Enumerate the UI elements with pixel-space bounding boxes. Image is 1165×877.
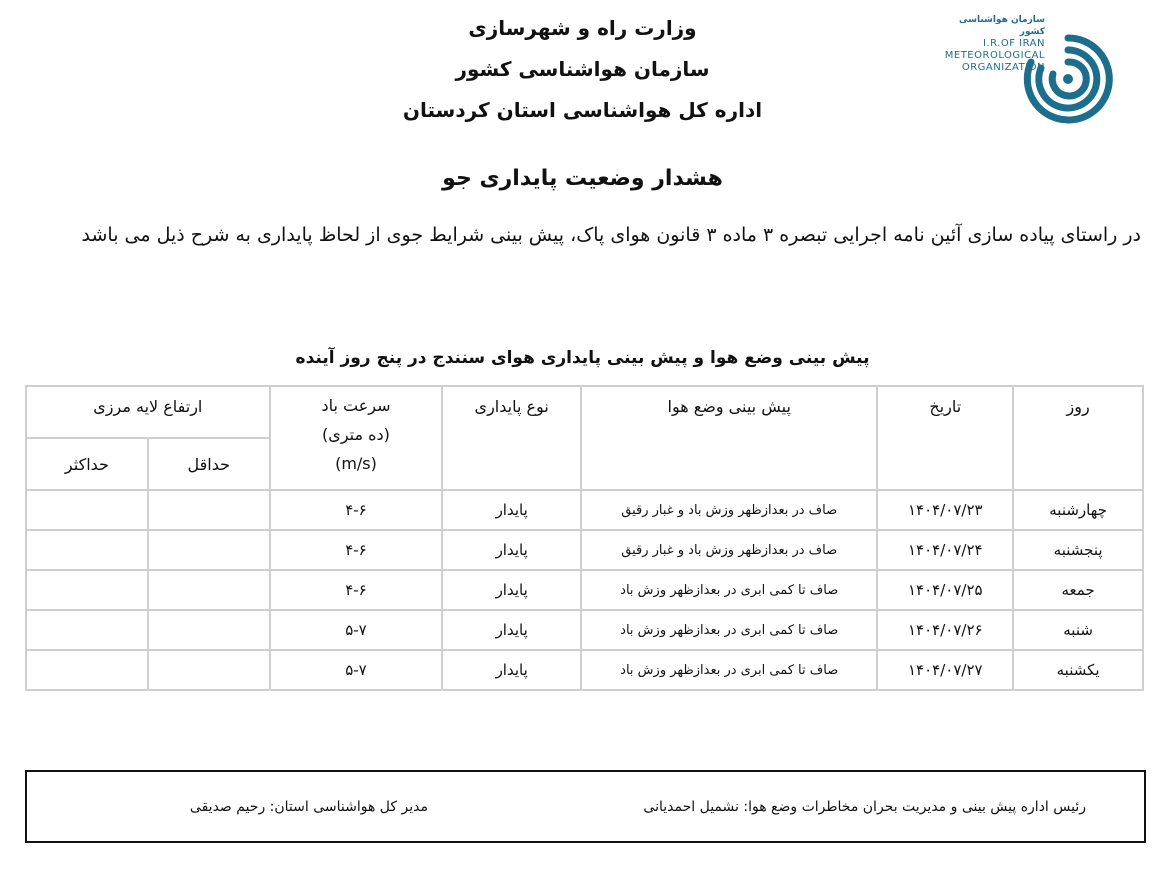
cell-day: جمعه: [1013, 570, 1143, 610]
cell-stability: پایدار: [442, 530, 581, 570]
cell-max: [26, 530, 148, 570]
cell-wind: ۴-۶: [270, 530, 443, 570]
logo-en-line1: I.R.OF IRAN: [982, 38, 1045, 49]
logo-fa-text: سازمان هواشناسی کشور: [958, 15, 1045, 37]
forecast-table: [25, 385, 1144, 691]
header-stability: نوع پایداری: [442, 386, 581, 490]
cell-stability: پایدار: [442, 610, 581, 650]
header-date: تاریخ: [877, 386, 1013, 490]
table-title: پیش بینی وضع هوا و پیش بینی پایداری هوای سنندج در پنج روز آینده: [295, 348, 870, 368]
cell-min: [148, 490, 270, 530]
header-forecast: پیش بینی وضع هوا: [581, 386, 877, 490]
table-header-row: [26, 386, 1143, 438]
cell-forecast: صاف تا کمی ابری در بعدازظهر وزش باد: [581, 610, 877, 650]
header-max: حداکثر: [26, 438, 148, 490]
header-wind-line2: (ده متری): [322, 425, 390, 444]
header-boundary-layer: ارتفاع لایه مرزی: [26, 386, 270, 438]
cell-day: شنبه: [1013, 610, 1143, 650]
document-title: هشدار وضعیت پایداری جو: [442, 166, 723, 191]
cell-wind: ۴-۶: [270, 490, 443, 530]
cell-date: ۱۴۰۴/۰۷/۲۵: [877, 570, 1013, 610]
cell-date: ۱۴۰۴/۰۷/۲۶: [877, 610, 1013, 650]
director-signature: [190, 799, 428, 815]
cell-wind: ۵-۷: [270, 650, 443, 690]
cell-day: پنجشنبه: [1013, 530, 1143, 570]
header-wind-line1: سرعت باد: [321, 396, 391, 415]
cell-stability: پایدار: [442, 570, 581, 610]
intro-paragraph: در راستای پیاده سازی آئین نامه اجرایی تبصره ۳ ماده ۳ قانون هوای پاک، پیش بینی شرایط جوی از لحاظ پایداری به شرح ذیل می باشد: [81, 224, 1141, 246]
cell-min: [148, 610, 270, 650]
cell-min: [148, 530, 270, 570]
director-name: رحیم صدیقی: [189, 799, 266, 815]
header-wind-speed: [270, 386, 443, 490]
table-row: [26, 530, 1143, 570]
cell-wind: ۵-۷: [270, 610, 443, 650]
logo-en-line3: ORGANIZATION: [961, 62, 1045, 73]
cell-date: ۱۴۰۴/۰۷/۲۴: [877, 530, 1013, 570]
header-min: حداقل: [148, 438, 270, 490]
cell-wind: ۴-۶: [270, 570, 443, 610]
cell-max: [26, 610, 148, 650]
office-name: اداره کل هواشناسی استان کردستان: [402, 98, 763, 122]
cell-forecast: صاف در بعدازظهر وزش باد و غبار رقیق: [581, 530, 877, 570]
cell-stability: پایدار: [442, 490, 581, 530]
cell-max: [26, 570, 148, 610]
cell-max: [26, 490, 148, 530]
director-label: مدیر کل هواشناسی استان:: [269, 799, 428, 815]
signature-box: [25, 770, 1146, 843]
table-row: [26, 610, 1143, 650]
cell-min: [148, 650, 270, 690]
table-row: [26, 490, 1143, 530]
ministry-name: وزارت راه و شهرسازی: [468, 16, 697, 40]
forecast-head-signature: [643, 799, 1086, 815]
cell-date: ۱۴۰۴/۰۷/۲۳: [877, 490, 1013, 530]
cell-max: [26, 650, 148, 690]
cell-forecast: صاف در بعدازظهر وزش باد و غبار رقیق: [581, 490, 877, 530]
header-wind-line3: (m/s): [335, 454, 377, 473]
cell-forecast: صاف تا کمی ابری در بعدازظهر وزش باد: [581, 570, 877, 610]
table-row: [26, 570, 1143, 610]
letterhead: [0, 8, 1165, 131]
cell-forecast: صاف تا کمی ابری در بعدازظهر وزش باد: [581, 650, 877, 690]
cell-min: [148, 570, 270, 610]
cell-day: یکشنبه: [1013, 650, 1143, 690]
forecast-head-name: نشمیل احمدیانی: [643, 799, 739, 815]
forecast-head-label: رئیس اداره پیش بینی و مدیریت بحران مخاطرات وضع هوا:: [743, 799, 1086, 815]
cell-stability: پایدار: [442, 650, 581, 690]
logo-en-line2: METEOROLOGICAL: [944, 50, 1045, 61]
cell-date: ۱۴۰۴/۰۷/۲۷: [877, 650, 1013, 690]
cell-day: چهارشنبه: [1013, 490, 1143, 530]
header-day: روز: [1013, 386, 1143, 490]
table-row: [26, 650, 1143, 690]
organization-name: سازمان هواشناسی کشور: [455, 57, 710, 81]
